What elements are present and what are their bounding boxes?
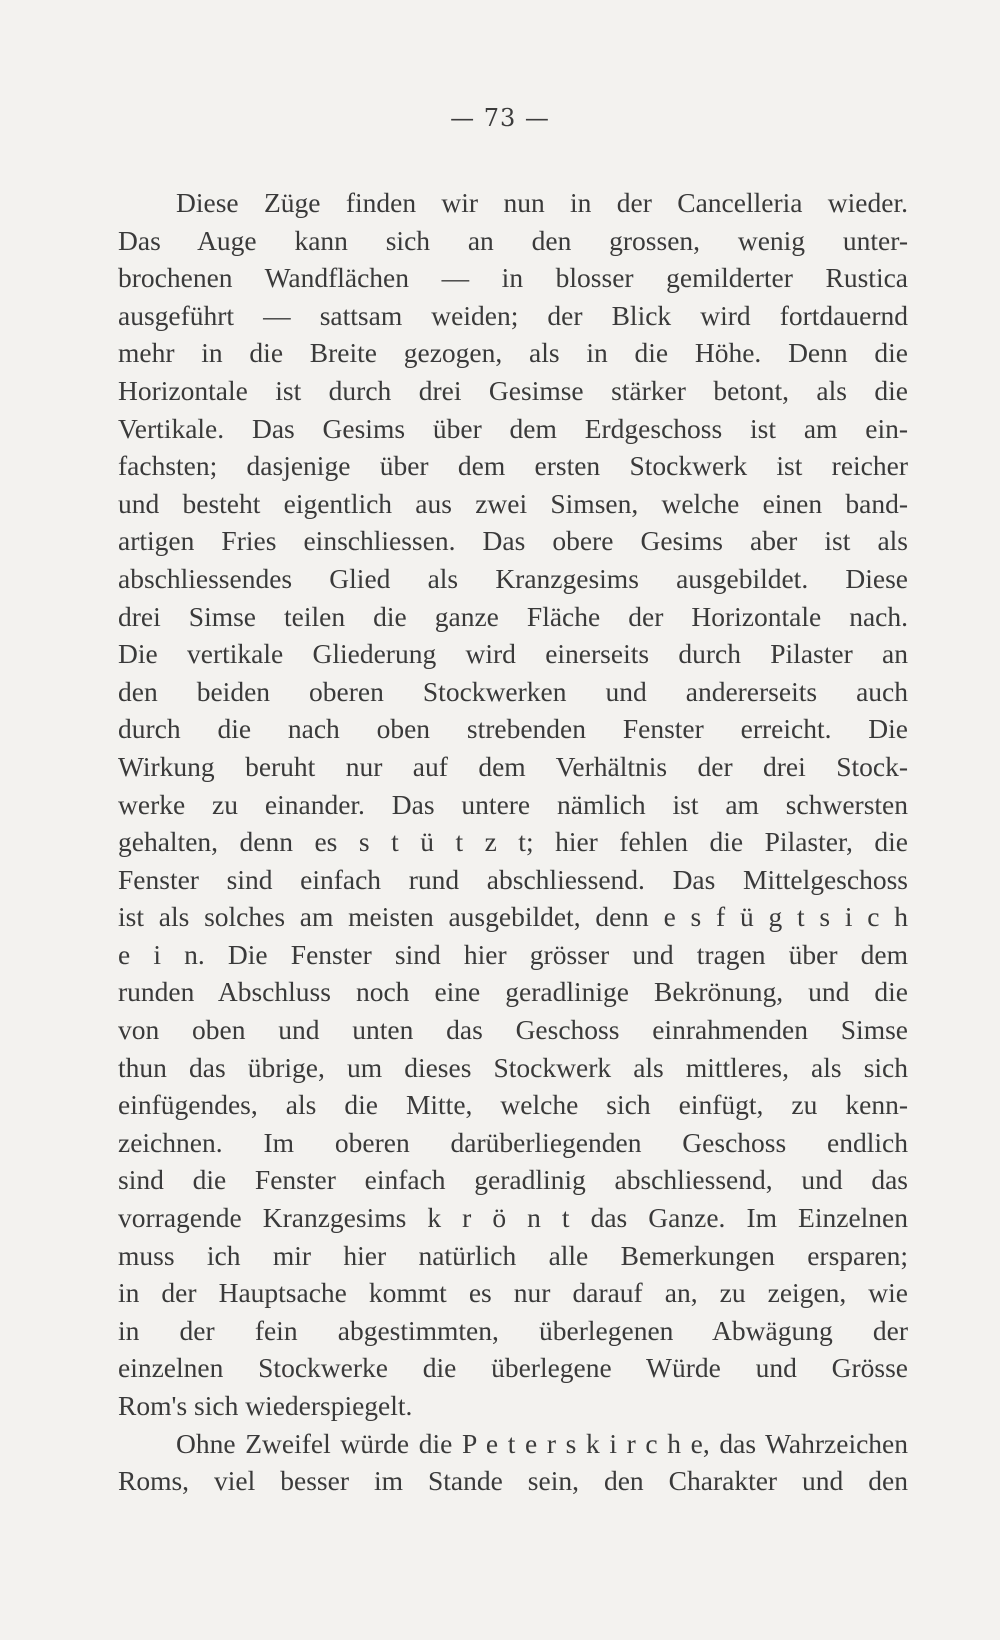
text-line: Horizontale ist durch drei Gesimse stärker betont, als die <box>118 374 908 406</box>
text-line: sind die Fenster einfach geradlinig abschliessend, und das <box>118 1164 908 1196</box>
paragraph <box>118 1425 908 1500</box>
text-line: einfügendes, als die Mitte, welche sich einfügt, zu kenn- <box>118 1089 908 1121</box>
text-line: Ohne Zweifel würde die P e t e r s k i r c h e, das Wahrzeichen <box>176 1427 908 1459</box>
text-line: Vertikale. Das Gesims über dem Erdgeschoss ist am ein- <box>118 412 908 444</box>
text-line: e i n. Die Fenster sind hier grösser und tragen über dem <box>118 938 908 970</box>
text-line: runden Abschluss noch eine geradlinige Bekrönung, und die <box>118 976 908 1008</box>
text-line: abschliessendes Glied als Kranzgesims ausgebildet. Diese <box>118 562 908 594</box>
text-line: mehr in die Breite gezogen, als in die Höhe. Denn die <box>118 337 908 369</box>
text-line: in der Hauptsache kommt es nur darauf an, zu zeigen, wie <box>118 1277 908 1309</box>
text-line: werke zu einander. Das untere nämlich ist am schwersten <box>118 788 908 820</box>
text-line: drei Simse teilen die ganze Fläche der Horizontale nach. <box>118 600 908 632</box>
text-line: ist als solches am meisten ausgebildet, denn e s f ü g t s i c h <box>118 901 908 933</box>
text-line: vorragende Kranzgesims k r ö n t das Ganze. Im Einzelnen <box>118 1202 908 1234</box>
paragraph <box>118 184 908 1425</box>
text-line: und besteht eigentlich aus zwei Simsen, welche einen band- <box>118 487 908 519</box>
text-line: einzelnen Stockwerke die überlegene Würde und Grösse <box>118 1352 908 1384</box>
text-line: gehalten, denn es s t ü t z t; hier fehlen die Pilaster, die <box>118 826 908 858</box>
text-line: durch die nach oben strebenden Fenster erreicht. Die <box>118 713 908 745</box>
text-line: brochenen Wandflächen — in blosser gemilderter Rustica <box>118 262 908 294</box>
text-line: in der fein abgestimmten, überlegenen Abwägung der <box>118 1314 908 1346</box>
text-line: Wirkung beruht nur auf dem Verhältnis der drei Stock- <box>118 750 908 782</box>
text-line: von oben und unten das Geschoss einrahmenden Simse <box>118 1014 908 1046</box>
text-line: Das Auge kann sich an den grossen, wenig unter- <box>118 224 908 256</box>
body-text <box>118 184 908 1500</box>
text-line: Roms, viel besser im Stande sein, den Charakter und den <box>118 1465 908 1497</box>
text-line: thun das übrige, um dieses Stockwerk als mittleres, als sich <box>118 1051 908 1083</box>
text-line: muss ich mir hier natürlich alle Bemerkungen ersparen; <box>118 1239 908 1271</box>
text-line: Rom's sich wiederspiegelt. <box>118 1390 413 1421</box>
text-line: Die vertikale Gliederung wird einerseits durch Pilaster an <box>118 638 908 670</box>
page-number: — 73 — <box>450 104 550 132</box>
text-line: fachsten; dasjenige über dem ersten Stockwerk ist reicher <box>118 450 908 482</box>
text-line: Fenster sind einfach rund abschliessend. Das Mittelgeschoss <box>118 863 908 895</box>
text-line: den beiden oberen Stockwerken und andererseits auch <box>118 675 908 707</box>
text-line: zeichnen. Im oberen darüberliegenden Geschoss endlich <box>118 1126 908 1158</box>
text-line: Diese Züge finden wir nun in der Cancelleria wieder. <box>176 187 908 218</box>
text-line: artigen Fries einschliessen. Das obere Gesims aber ist als <box>118 525 908 557</box>
text-line: ausgeführt — sattsam weiden; der Blick wird fortdauernd <box>118 299 908 331</box>
